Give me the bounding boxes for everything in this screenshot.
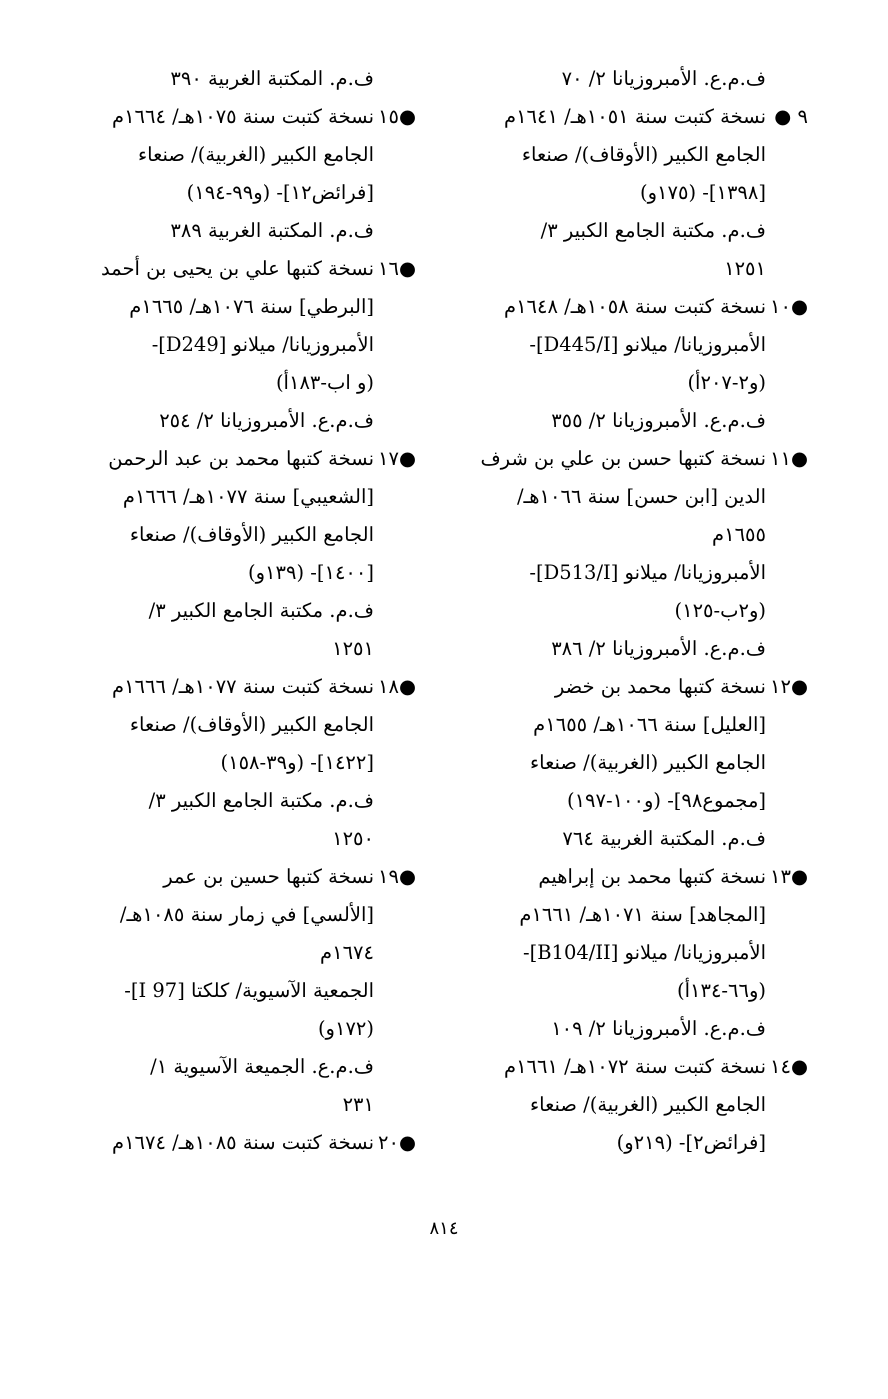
entry-number: ●٢٠ xyxy=(378,1131,416,1154)
entry-text: نسخة كتبها محمد بن خضر xyxy=(554,675,766,698)
entry-text: نسخة كتبها حسين بن عمر xyxy=(163,865,374,888)
continuation-line: الأمبروزيانا/ ميلانو [B104/II]- xyxy=(523,941,766,964)
left-column xyxy=(66,60,416,1162)
continuation-line: [فرائض٢]- (٢١٩و) xyxy=(616,1131,766,1154)
manuscript-entry-line xyxy=(66,1124,416,1162)
entry-text: نسخة كتبت سنة ١٠٧٥هـ/ ١٦٦٤م xyxy=(112,105,374,128)
entry-text: نسخة كتبها محمد بن عبد الرحمن xyxy=(108,447,374,470)
continuation-line: ١٦٥٥م xyxy=(712,523,766,546)
continuation-line: (و٢ب-١٢٥) xyxy=(674,599,766,622)
continuation-line: [مجموع٩٨]- (و١٠٠-١٩٧) xyxy=(566,789,766,812)
entry-text: نسخة كتبت سنة ١٠٥٨هـ/ ١٦٤٨م xyxy=(504,295,766,318)
manuscript-entry-line xyxy=(450,98,808,136)
catalog-reference-line: ف.م. مكتبة الجامع الكبير ٣/ xyxy=(148,599,374,622)
continuation-line: [الألسي] في زمار سنة ١٠٨٥هـ/ xyxy=(119,903,374,926)
entry-number: ●١١ xyxy=(770,447,808,470)
entry-text: نسخة كتبت سنة ١٠٥١هـ/ ١٦٤١م xyxy=(504,105,766,128)
entry-text: نسخة كتبت سنة ١٠٧٧هـ/ ١٦٦٦م xyxy=(112,675,374,698)
entry-number: ●١٣ xyxy=(770,865,808,888)
continuation-line: [الشعيبي] سنة ١٠٧٧هـ/ ١٦٦٦م xyxy=(122,485,374,508)
continuation-line: [١٤٢٢]- (و٣٩-١٥٨) xyxy=(220,751,374,774)
entry-text: نسخة كتبها محمد بن إبراهيم xyxy=(538,865,766,888)
continuation-line: [فرائض١٢]- (و٩٩-١٩٤) xyxy=(186,181,374,204)
entry-number: ●١٥ xyxy=(378,105,416,128)
continuation-line: [المجاهد] سنة ١٠٧١هـ/ ١٦٦١م xyxy=(519,903,766,926)
continuation-line: الأمبروزيانا/ ميلانو [D513/I]- xyxy=(529,561,766,584)
page-number: ٨١٤ xyxy=(429,1218,459,1239)
entry-number: ●١٢ xyxy=(770,675,808,698)
continuation-line: (و٢-٢٠٧أ) xyxy=(687,371,766,394)
entry-number: ●١٤ xyxy=(770,1055,808,1078)
continuation-line: (١٧٢و) xyxy=(317,1017,374,1040)
continuation-line: (و٦٦-١٣٤أ) xyxy=(676,979,766,1002)
continuation-line: الجامع الكبير (الأوقاف)/ صنعاء xyxy=(129,713,374,736)
manuscript-entry-line xyxy=(66,858,416,896)
continuation-line: [البرطي] سنة ١٠٧٦هـ/ ١٦٦٥م xyxy=(129,295,374,318)
continuation-line: الجامع الكبير (الغربية)/ صنعاء xyxy=(138,143,374,166)
continuation-line: ١٦٧٤م xyxy=(320,941,374,964)
continuation-line: ٢٣١ xyxy=(342,1093,374,1116)
entry-number: ٩ ● xyxy=(774,105,808,128)
entry-number: ●١٧ xyxy=(378,447,416,470)
continuation-line: الجامع الكبير (الغربية)/ صنعاء xyxy=(530,1093,766,1116)
continuation-line: [١٤٠٠]- (١٣٩و) xyxy=(248,561,374,584)
catalog-reference-line: ف.م. المكتبة الغربية ٧٦٤ xyxy=(562,827,766,850)
entry-number: ●١٩ xyxy=(378,865,416,888)
catalog-reference-line: ف.م. المكتبة الغربية ٣٨٩ xyxy=(170,219,374,242)
catalog-reference-line: ف.م.ع. الأمبروزيانا ٢/ ٣٥٥ xyxy=(551,409,766,432)
entry-number: ●١٨ xyxy=(378,675,416,698)
continuation-line: الجمعية الآسيوية/ كلكتا [97 I]- xyxy=(124,979,374,1002)
manuscript-entry-line xyxy=(450,1048,808,1086)
catalog-reference-line: ف.م. المكتبة الغربية ٣٩٠ xyxy=(170,67,374,90)
catalog-reference-line: ف.م.ع. الأمبروزيانا ٢/ ٧٠ xyxy=(561,67,766,90)
continuation-line: الجامع الكبير (الأوقاف)/ صنعاء xyxy=(521,143,766,166)
continuation-line: ١٢٥١ xyxy=(724,257,766,280)
catalog-reference-line: ف.م.ع. الأمبروزيانا ٢/ ٢٥٤ xyxy=(159,409,374,432)
catalog-reference-line: ف.م. مكتبة الجامع الكبير ٣/ xyxy=(148,789,374,812)
catalog-reference-line: ف.م.ع. الجميعة الآسيوية ١/ xyxy=(150,1055,374,1078)
catalog-reference-line: ف.م.ع. الأمبروزيانا ٢/ ١٠٩ xyxy=(551,1017,766,1040)
catalog-reference-line: ف.م.ع. الأمبروزيانا ٢/ ٣٨٦ xyxy=(551,637,766,660)
continuation-line: الأمبروزيانا/ ميلانو [D249]- xyxy=(151,333,374,356)
manuscript-entry-line xyxy=(450,668,808,706)
entry-number: ●١٠ xyxy=(770,295,808,318)
entry-number: ●١٦ xyxy=(378,257,416,280)
catalog-reference-line: ف.م. مكتبة الجامع الكبير ٣/ xyxy=(540,219,766,242)
continuation-line: الجامع الكبير (الأوقاف)/ صنعاء xyxy=(129,523,374,546)
continuation-line: [العليل] سنة ١٠٦٦هـ/ ١٦٥٥م xyxy=(533,713,766,736)
continuation-line: الدين [ابن حسن] سنة ١٠٦٦هـ/ xyxy=(516,485,766,508)
entry-text: نسخة كتبها علي بن يحيى بن أحمد xyxy=(100,257,374,280)
entry-text: نسخة كتبت سنة ١٠٨٥هـ/ ١٦٧٤م xyxy=(112,1131,374,1154)
manuscript-entry-line xyxy=(66,250,416,288)
manuscript-entry-line xyxy=(66,440,416,478)
continuation-line: ١٢٥٠ xyxy=(332,827,374,850)
manuscript-entry-line xyxy=(66,98,416,136)
manuscript-entry-line xyxy=(66,668,416,706)
manuscript-entry-line xyxy=(450,858,808,896)
right-column xyxy=(450,60,808,1162)
continuation-line: (و اب-١٨٣أ) xyxy=(275,371,374,394)
continuation-line: الأمبروزيانا/ ميلانو [D445/I]- xyxy=(529,333,766,356)
manuscript-entry-line xyxy=(450,288,808,326)
entry-text: نسخة كتبها حسن بن علي بن شرف xyxy=(480,447,766,470)
continuation-line: ١٢٥١ xyxy=(332,637,374,660)
continuation-line: [١٣٩٨]- (١٧٥و) xyxy=(640,181,766,204)
continuation-line: الجامع الكبير (الغربية)/ صنعاء xyxy=(530,751,766,774)
entry-text: نسخة كتبت سنة ١٠٧٢هـ/ ١٦٦١م xyxy=(504,1055,766,1078)
manuscript-entry-line xyxy=(450,440,808,478)
